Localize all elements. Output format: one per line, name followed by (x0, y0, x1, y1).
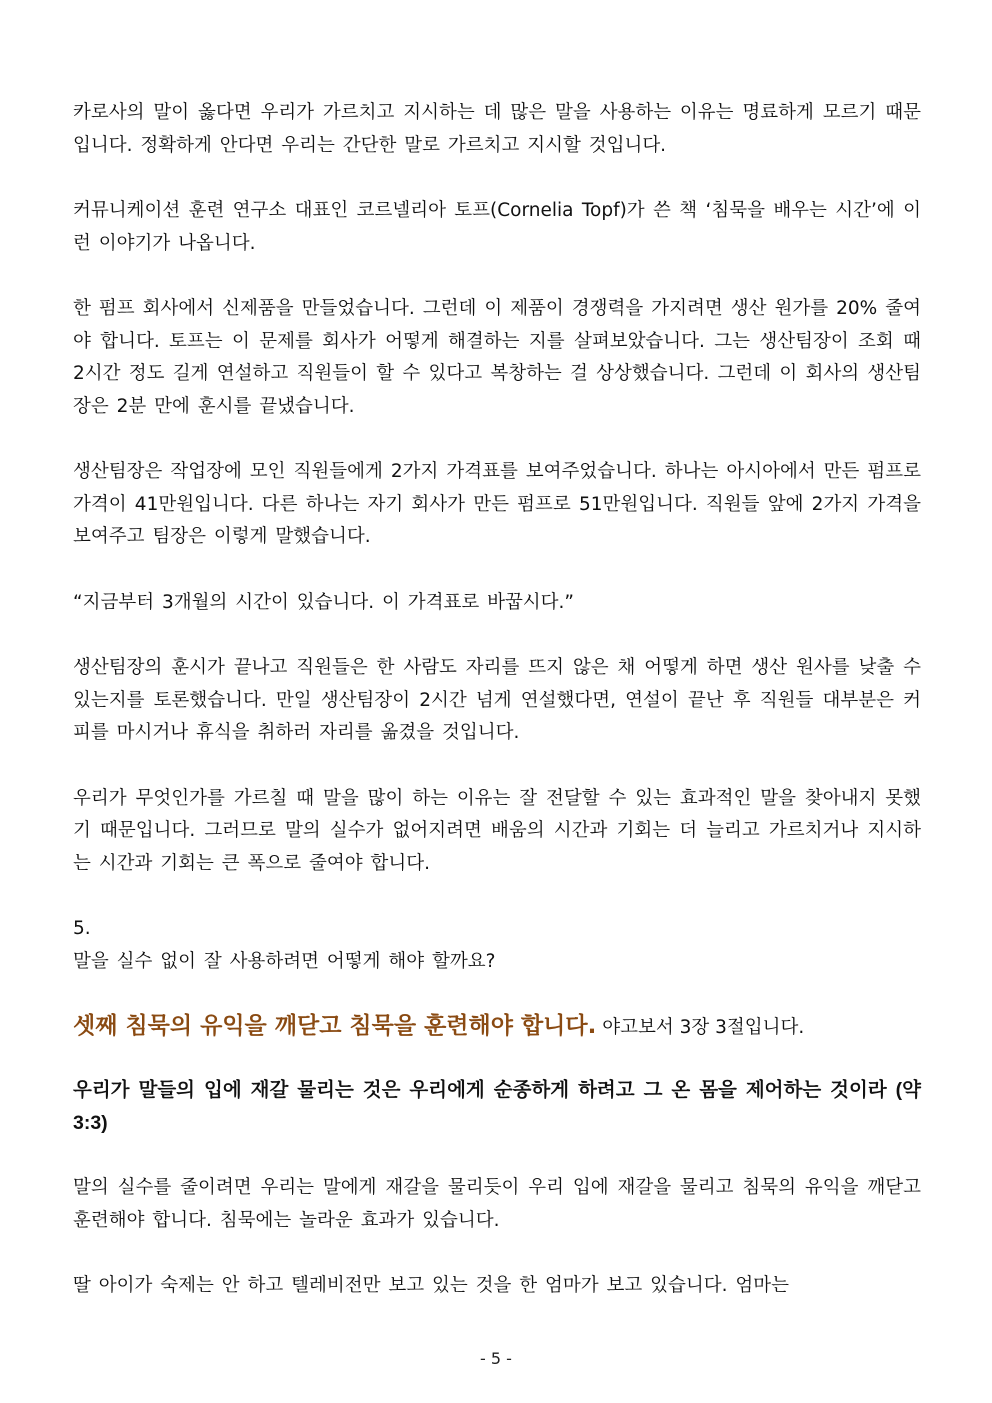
document-body (73, 97, 921, 1303)
scripture-verse: 우리가 말들의 입에 재갈 물리는 것은 우리에게 순종하게 하려고 그 온 몸을 제어하는 것이라 (약 3:3) (73, 1079, 921, 1134)
page-number: - 5 - (480, 1349, 512, 1368)
paragraph: 커뮤니케이션 훈련 연구소 대표인 코르넬리아 토프(Cornelia Topf)가 쓴 책 ‘침묵을 배우는 시간’에 이런 이야기가 나옵니다. (73, 200, 921, 254)
paragraph: 한 펌프 회사에서 신제품을 만들었습니다. 그런데 이 제품이 경쟁력을 가지려면 생산 원가를 20% 줄여야 합니다. 토프는 이 문제를 회사가 어떻게 해결하는 지를 살펴보았습니다. 그는 생산팀장이 조회 때 2시간 정도 길게 연설하고 직원들이 할 수 있다고 복창하는 걸 상상했습니다. 그런데 이 회사의 생산팀장은 2분 만에 훈시를 끝냈습니다. (73, 298, 921, 417)
paragraph: 생산팀장은 작업장에 모인 직원들에게 2가지 가격표를 보여주었습니다. 하나는 아시아에서 만든 펌프로 가격이 41만원입니다. 다른 하나는 자기 회사가 만든 펌프로 51만원입니다. 직원들 앞에 2가지 가격을 보여주고 팀장은 이렇게 말했습니다. (73, 461, 921, 547)
paragraph: 생산팀장의 훈시가 끝나고 직원들은 한 사람도 자리를 뜨지 않은 채 어떻게 하면 생산 원사를 낮출 수 있는지를 토론했습니다. 만일 생산팀장이 2시간 넘게 연설했다면, 연설이 끝난 후 직원들 대부분은 커피를 마시거나 휴식을 취하러 자리를 옮겼을 것입니다. (73, 657, 921, 743)
paragraph: 카로사의 말이 옳다면 우리가 가르치고 지시하는 데 많은 말을 사용하는 이유는 명료하게 모르기 때문입니다. 정확하게 안다면 우리는 간단한 말로 가르치고 지시할 것입니다. (73, 102, 921, 156)
section-question: 말을 실수 없이 잘 사용하려면 어떻게 해야 할까요? (73, 950, 496, 972)
section-heading-line (73, 1008, 921, 1046)
paragraph: 딸 아이가 숙제는 안 하고 텔레비전만 보고 있는 것을 한 엄마가 보고 있습니다. 엄마는 (73, 1275, 789, 1296)
section-heading: 셋째 침묵의 유익을 깨닫고 침묵을 훈련해야 합니다. (73, 1013, 597, 1039)
scripture-reference: 야고보서 3장 3절입니다. (596, 1017, 805, 1038)
paragraph: 우리가 무엇인가를 가르칠 때 말을 많이 하는 이유는 잘 전달할 수 있는 효과적인 말을 찾아내지 못했기 때문입니다. 그러므로 말의 실수가 없어지려면 배움의 시간과 기회는 더 늘리고 가르치거나 지시하는 시간과 기회는 큰 폭으로 줄여야 합니다. (73, 787, 921, 874)
paragraph: 말의 실수를 줄이려면 우리는 말에게 재갈을 물리듯이 우리 입에 재갈을 물리고 침묵의 유익을 깨닫고 훈련해야 합니다. 침묵에는 놀라운 효과가 있습니다. (73, 1177, 921, 1231)
quote-paragraph: “지금부터 3개월의 시간이 있습니다. 이 가격표로 바꿉시다.” (73, 591, 575, 613)
section-number: 5. (73, 918, 91, 939)
